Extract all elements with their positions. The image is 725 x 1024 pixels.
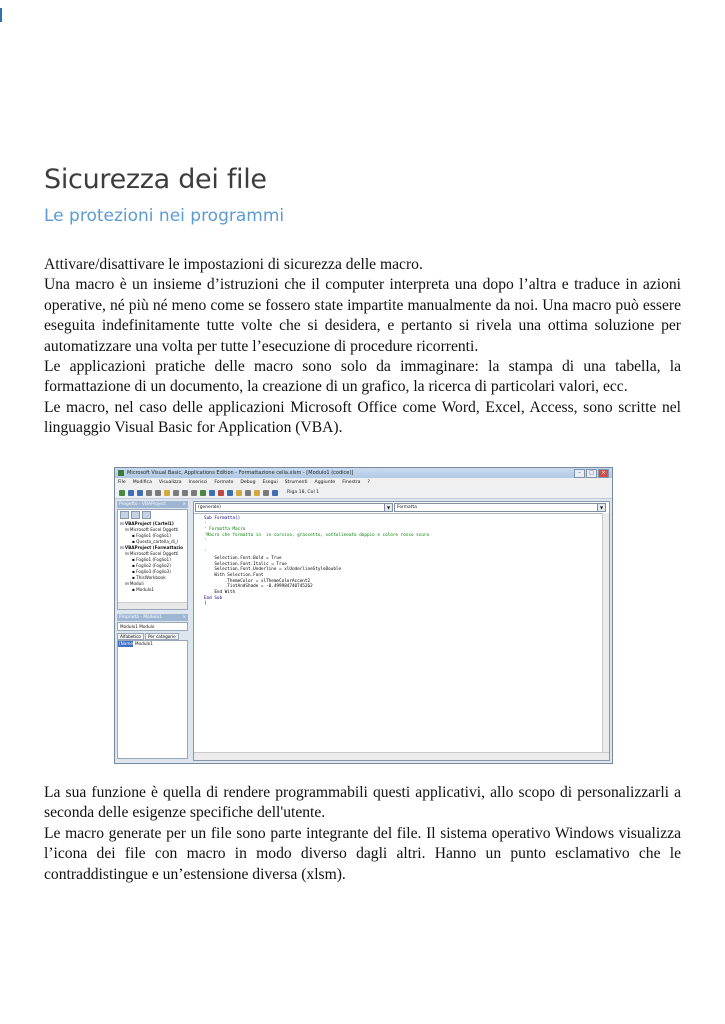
excel-app-icon bbox=[118, 470, 124, 476]
break-icon[interactable] bbox=[209, 490, 215, 496]
object-combo[interactable]: Modulo1 Modulo bbox=[117, 622, 188, 631]
tree-item[interactable]: ▪ Foglio1 (Foglio1) bbox=[132, 557, 171, 562]
tree-item[interactable]: ▪ Foglio3 (Foglio3) bbox=[132, 569, 171, 574]
code-line: ' bbox=[204, 538, 207, 544]
cut-icon[interactable] bbox=[146, 490, 152, 496]
view-excel-icon[interactable] bbox=[119, 490, 125, 496]
project-explorer-icon[interactable] bbox=[236, 490, 242, 496]
properties-panel-header bbox=[117, 614, 188, 621]
tree-item[interactable]: ⊟ Microsoft Excel Oggetti bbox=[125, 551, 179, 556]
paragraph: Le macro generate per un file sono parte integrante del file. Il sistema operativo Windows visualizza l’icona dei file con macro in modo diverso dagli altri. Hanno un punto esclamativo che le contraddistingue e un’estensione diversa (xlsm). bbox=[44, 824, 681, 883]
code-line: Sub Formatta() bbox=[204, 516, 241, 521]
maximize-button[interactable]: □ bbox=[586, 469, 597, 478]
code-window bbox=[193, 501, 610, 761]
close-icon[interactable]: × bbox=[182, 615, 186, 620]
code-line: ' Formatta Macro bbox=[204, 527, 246, 533]
code-line: ' bbox=[204, 550, 207, 556]
toggle-folders-icon[interactable] bbox=[142, 511, 151, 519]
close-button[interactable]: × bbox=[598, 469, 609, 478]
project-tree bbox=[117, 509, 188, 610]
copy-icon[interactable] bbox=[155, 490, 161, 496]
document-title: Sicurezza dei file bbox=[44, 164, 267, 195]
properties-panel-title: Proprietà - Modulo1 bbox=[119, 615, 163, 620]
tree-item[interactable]: ▪ Questa_cartella_di_l bbox=[132, 539, 179, 544]
menu-inserisci[interactable]: Inserisci bbox=[188, 480, 208, 485]
paragraph: Le applicazioni pratiche delle macro sono solo da immaginare: la stampa di una tabella, la formattazione di un documento, la creazione di un grafico, la ricerca di particolari valori, ecc. bbox=[44, 358, 681, 396]
properties-grid bbox=[117, 640, 188, 759]
tab-per-categorie[interactable]: Per categorie bbox=[145, 633, 179, 640]
object-dropdown[interactable]: (generale) ▼ bbox=[195, 503, 393, 512]
close-icon[interactable]: × bbox=[182, 502, 186, 507]
view-object-icon[interactable] bbox=[131, 511, 140, 519]
procedure-dropdown[interactable]: Formatta ▼ bbox=[394, 503, 606, 512]
redo-icon[interactable] bbox=[191, 490, 197, 496]
menu-debug[interactable]: Debug bbox=[240, 480, 256, 485]
code-line: Selection.Font.Bold = True bbox=[204, 555, 282, 561]
tree-item[interactable]: ▪ Modulo1 bbox=[132, 587, 155, 592]
cursor-position: Riga 18, Col 1 bbox=[287, 490, 320, 495]
code-line: With Selection.Font bbox=[204, 572, 264, 578]
document-subtitle: Le protezioni nei programmi bbox=[44, 206, 285, 226]
paragraph: La sua funzione è quella di rendere programmabili questi applicativi, allo scopo di personalizzarli a seconda delle esigenze specifiche dell'utente. bbox=[44, 784, 681, 822]
reset-icon[interactable] bbox=[218, 490, 224, 496]
menu-visualizza[interactable]: Visualizza bbox=[158, 480, 182, 485]
property-row[interactable] bbox=[118, 641, 187, 647]
undo-icon[interactable] bbox=[182, 490, 188, 496]
toolbox-icon[interactable] bbox=[263, 490, 269, 496]
tree-item[interactable]: ▪ Foglio2 (Foglio2) bbox=[132, 563, 171, 568]
vba-window-title: Microsoft Visual Basic, Applications Edition - Formattazione cella.xlsm - [Modulo1 (codice)] bbox=[127, 470, 354, 476]
view-code-icon[interactable] bbox=[120, 511, 129, 519]
code-line: .TintAndShade = -0.499984740745262 bbox=[204, 584, 313, 590]
project-tools bbox=[118, 510, 187, 521]
save-icon[interactable] bbox=[137, 490, 143, 496]
minimize-button[interactable]: – bbox=[574, 469, 585, 478]
property-name: (Name) bbox=[119, 641, 135, 646]
chevron-down-icon: ▼ bbox=[597, 504, 605, 511]
vba-menubar bbox=[115, 478, 612, 487]
paragraph: Le macro, nel caso delle applicazioni Microsoft Office come Word, Excel, Access, sono scritte nel linguaggio Visual Basic for Application (VBA). bbox=[44, 398, 681, 437]
project-panel-title: Progetto - VBAProject bbox=[119, 502, 166, 507]
code-line: Selection.Font.Italic = True bbox=[204, 561, 287, 567]
code-line: End Sub bbox=[204, 595, 223, 601]
paste-icon[interactable] bbox=[164, 490, 170, 496]
code-editor[interactable] bbox=[194, 513, 603, 753]
object-browser-icon[interactable] bbox=[254, 490, 260, 496]
code-line: End With bbox=[204, 589, 236, 595]
project-scrollbar[interactable] bbox=[118, 602, 187, 609]
tree-item[interactable]: ⊟ VBAProject (Cartel1) bbox=[120, 521, 174, 526]
project-panel-header bbox=[117, 501, 188, 508]
menu-aggiunte[interactable]: Aggiunte bbox=[314, 480, 336, 485]
tab-alfabetico[interactable]: Alfabetico bbox=[117, 633, 144, 640]
menu-file[interactable]: File bbox=[118, 480, 126, 485]
properties-icon[interactable] bbox=[245, 490, 251, 496]
insert-module-icon[interactable] bbox=[128, 490, 134, 496]
tree-item[interactable]: ▪ Foglio1 (Foglio1) bbox=[132, 533, 171, 538]
paragraph: Una macro è un insieme d’istruzioni che il computer interpreta una dopo l’altra e traduce in azioni operative, né più né meno come se fossero state impartite manualmente da noi. Una macro può essere eseguita indefinitamente tutte volte che si desidera, e pertanto si rivela una ottima soluzione per automatizzare una volta per tutte l’esecuzione di procedure ricorrenti. bbox=[44, 276, 681, 355]
menu-modifica[interactable]: Modifica bbox=[132, 480, 152, 485]
page-edge-mark bbox=[0, 8, 2, 22]
tree-item[interactable]: ⊟ Moduli bbox=[125, 581, 144, 586]
left-panels bbox=[117, 501, 188, 759]
paragraph: Attivare/disattivare le impostazioni di sicurezza delle macro. bbox=[44, 256, 423, 273]
code-line: .ThemeColor = xlThemeColorAccent2 bbox=[204, 578, 311, 584]
code-line: | bbox=[204, 601, 207, 607]
run-icon[interactable] bbox=[200, 490, 206, 496]
code-line: 'Macro che formatta in in corsivo, grassetto, sottolineato doppio e colore rosso scuro bbox=[204, 533, 430, 539]
vba-titlebar bbox=[115, 468, 612, 478]
tree-item[interactable]: ⊟ Microsoft Excel Oggetti bbox=[125, 527, 179, 532]
properties-tabs bbox=[117, 633, 188, 640]
closing-text bbox=[44, 783, 681, 885]
menu-strumenti[interactable]: Strumenti bbox=[284, 480, 308, 485]
property-value[interactable]: Modulo1 bbox=[135, 641, 153, 646]
vba-toolbar bbox=[115, 487, 612, 499]
code-vertical-scrollbar[interactable] bbox=[602, 513, 609, 753]
code-line: Selection.Font.Underline = xlUnderlineStyleDouble bbox=[204, 567, 342, 573]
code-line: ' bbox=[204, 521, 207, 527]
code-horizontal-scrollbar[interactable] bbox=[194, 752, 609, 760]
vba-editor-screenshot bbox=[114, 467, 613, 764]
menu-formato[interactable]: Formato bbox=[214, 480, 234, 485]
tree-item[interactable]: ⊟ VBAProject (Formattazio bbox=[120, 545, 184, 550]
chevron-down-icon: ▼ bbox=[384, 504, 392, 511]
help-icon[interactable] bbox=[272, 490, 278, 496]
find-icon[interactable] bbox=[173, 490, 179, 496]
menu-help[interactable]: ? bbox=[367, 480, 370, 485]
design-mode-icon[interactable] bbox=[227, 490, 233, 496]
menu-finestra[interactable]: Finestra bbox=[342, 480, 361, 485]
menu-esegui[interactable]: Esegui bbox=[262, 480, 278, 485]
intro-text bbox=[44, 255, 681, 439]
tree-item[interactable]: ▪ ThisWorkbook bbox=[132, 575, 166, 580]
